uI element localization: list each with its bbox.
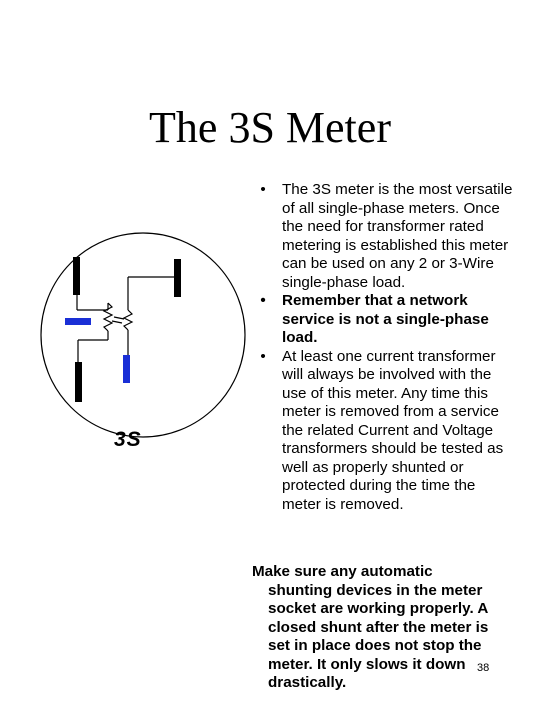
- closing-first-line: Make sure any automatic: [252, 563, 433, 580]
- slide-title: The 3S Meter: [149, 103, 391, 152]
- bullet-text: At least one current transformer will always be involved with the use of this meter. Any time this meter is removed from a service the related Current and Voltage transformers should be tested as well as properly shunted or protected during the time the meter is removed.: [282, 347, 504, 513]
- closing-rest: shunting devices in the meter socket are working properly. A closed shunt after the meter is set in place does not stop the meter. It only slows it down drastically.: [268, 581, 489, 691]
- bullet-dot: •: [260, 292, 266, 309]
- bullet-item: [256, 292, 518, 348]
- meter-wiring: [77, 277, 174, 362]
- terminal-top-left: [73, 257, 80, 295]
- terminal-blue-bottom: [123, 355, 130, 383]
- diagram-label: 3S: [114, 428, 142, 451]
- bullet-dot: •: [260, 347, 266, 365]
- terminal-bottom-left: [75, 362, 82, 402]
- meter-wiring-diagram: [40, 215, 250, 465]
- bullet-list: [256, 181, 518, 514]
- terminal-blue-left: [65, 318, 91, 325]
- bullet-item: [256, 181, 518, 292]
- bullet-dot: •: [260, 181, 266, 198]
- bullet-text: The 3S meter is the most versatile of all single-phase meters. Once the need for transformer rated metering is established this meter can be used on any 2 or 3-Wire single-phase load.: [282, 181, 513, 291]
- page-number: 38: [477, 662, 490, 674]
- closing-paragraph: [252, 563, 514, 693]
- bullet-text: Remember that a network service is not a single-phase load.: [282, 292, 489, 346]
- meter-outline: [41, 233, 245, 437]
- terminal-top-right: [174, 259, 181, 297]
- bullet-item: [256, 348, 518, 515]
